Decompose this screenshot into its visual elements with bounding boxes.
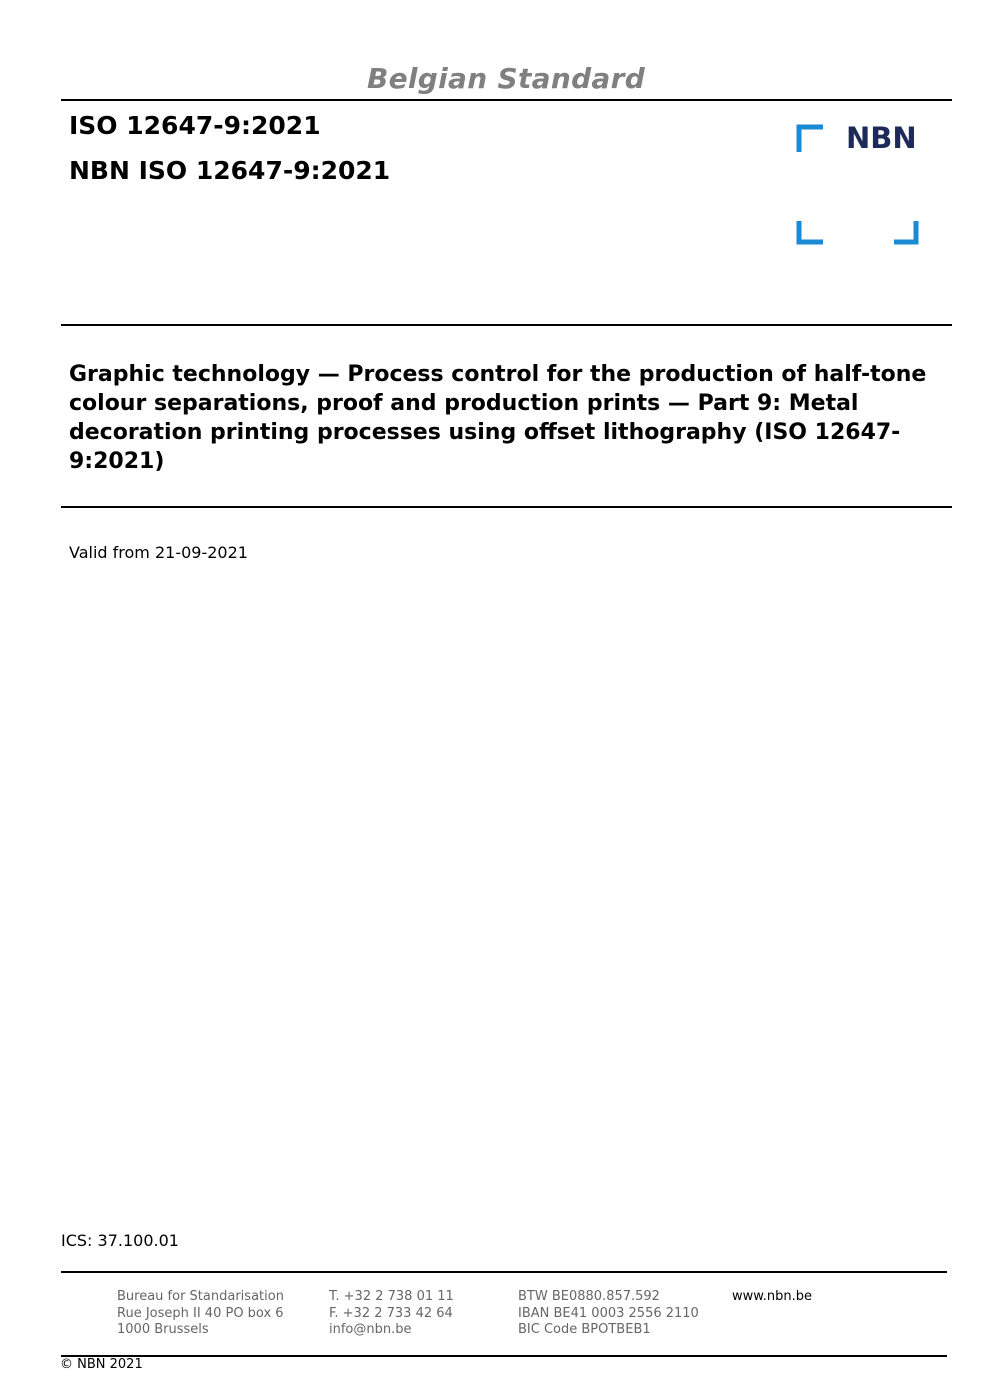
footer-address <box>117 1289 284 1339</box>
vat-number: BTW BE0880.857.592 <box>518 1289 660 1304</box>
header-title: Belgian Standard <box>366 62 646 95</box>
email: info@nbn.be <box>329 1322 412 1337</box>
address-line: Bureau for Standarisation <box>117 1289 284 1304</box>
title-bottom-rule <box>61 506 952 508</box>
logo-corner-bottom-left <box>799 221 823 242</box>
nbn-logo-icon <box>790 118 930 248</box>
address-line: 1000 Brussels <box>117 1322 209 1337</box>
address-line: Rue Joseph II 40 PO box 6 <box>117 1305 284 1321</box>
iban: IBAN BE41 0003 2556 2110 <box>518 1305 699 1321</box>
ics-code: ICS: 37.100.01 <box>61 1231 179 1250</box>
logo-corner-bottom-right <box>894 221 916 242</box>
bic-code: BIC Code BPOTBEB1 <box>518 1322 651 1337</box>
document-title: Graphic technology — Process control for the production of half-tone colour separations, proof and production prints — Part 9: Metal decoration printing processes using offset lithography (ISO 12647-9:2021) <box>69 362 927 474</box>
footer-bank <box>518 1289 699 1339</box>
phone: T. +32 2 738 01 11 <box>329 1289 454 1304</box>
copyright: © NBN 2021 <box>60 1357 143 1372</box>
nbn-standard-number: NBN ISO 12647-9:2021 <box>69 156 391 185</box>
logo-corner-top-left <box>799 127 823 152</box>
valid-from: Valid from 21-09-2021 <box>69 543 248 562</box>
fax: F. +32 2 733 42 64 <box>329 1305 453 1321</box>
footer-bottom-rule <box>61 1355 947 1357</box>
footer-contact <box>329 1289 454 1339</box>
footer-top-rule <box>61 1271 947 1273</box>
iso-standard-number: ISO 12647-9:2021 <box>69 111 321 140</box>
title-top-rule <box>61 324 952 326</box>
nbn-logo <box>790 118 930 248</box>
logo-text: NBN <box>846 121 917 155</box>
header-rule <box>61 99 952 101</box>
website-link[interactable]: www.nbn.be <box>732 1289 812 1304</box>
